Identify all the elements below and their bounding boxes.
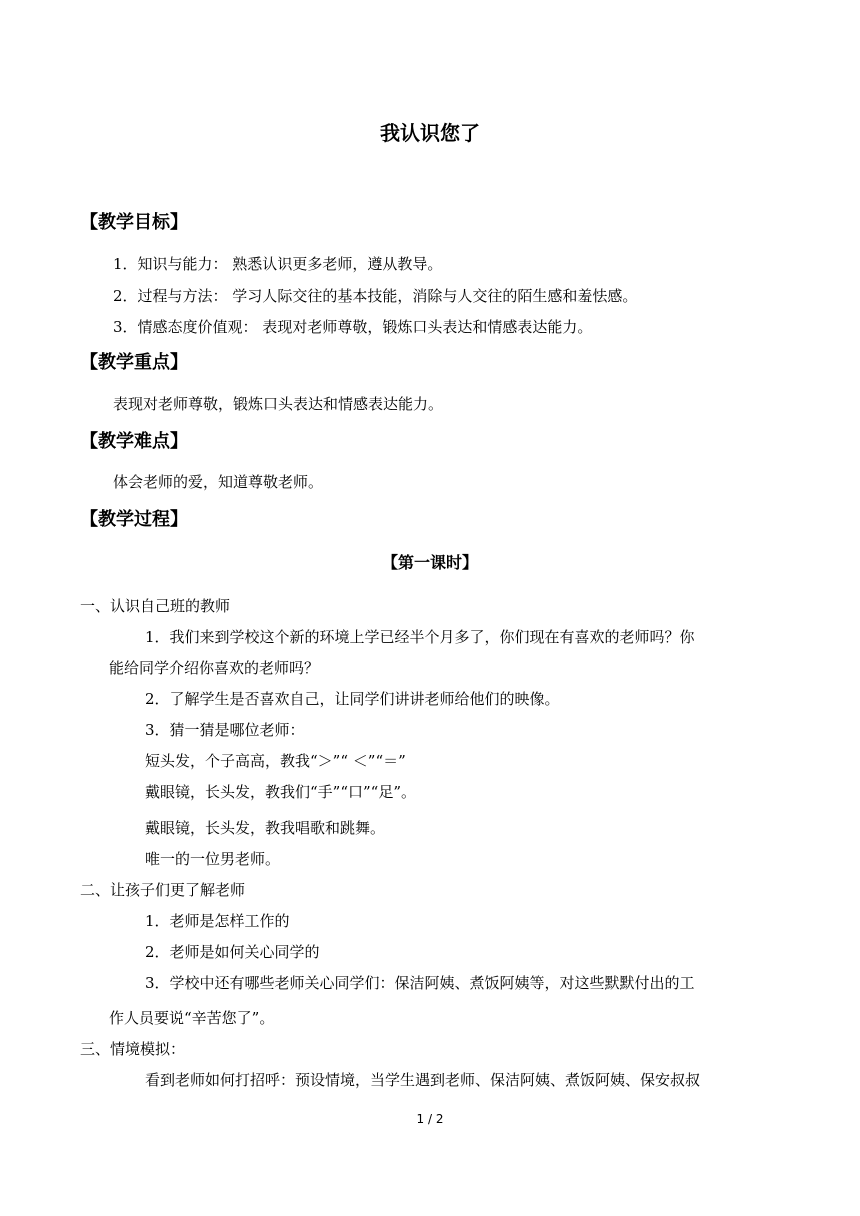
key-points-text: 表现对老师尊敬，锻炼口头表达和情感表达能力。 (113, 395, 444, 413)
section-2-item-3-line-1: 3．学校中还有哪些老师关心同学们：保洁阿姨、煮饭阿姨等，对这些默默付出的工 (145, 974, 695, 992)
page-number: 1 / 2 (416, 1112, 444, 1126)
guess-line-4: 唯一的一位男老师。 (145, 850, 281, 868)
process-heading: 【教学过程】 (80, 509, 188, 530)
guess-line-1: 短头发，个子高高，教我“＞”“ ＜”“＝” (145, 752, 406, 770)
section-1-item-2: 2．了解学生是否喜欢自己，让同学们讲讲老师给他们的映像。 (145, 690, 560, 708)
objectives-heading: 【教学目标】 (80, 212, 188, 233)
section-2-item-1: 1．老师是怎样工作的 (145, 912, 290, 930)
key-points-heading: 【教学重点】 (80, 352, 188, 373)
objective-item-3: 3．情感态度价值观： 表现对老师尊敬，锻炼口头表达和情感表达能力。 (113, 318, 593, 336)
section-3-line-1: 看到老师如何打招呼：预设情境，当学生遇到老师、保洁阿姨、煮饭阿姨、保安叔叔 (145, 1071, 701, 1089)
difficulties-text: 体会老师的爱，知道尊敬老师。 (113, 473, 324, 491)
guess-line-2: 戴眼镜，长头发，教我们“手”“口”“足”。 (145, 783, 417, 801)
lesson-heading: 【第一课时】 (381, 553, 478, 572)
section-1-item-1-line-2: 能给同学介绍你喜欢的老师吗？ (109, 659, 320, 677)
section-1-item-1-line-1: 1．我们来到学校这个新的环境上学已经半个月多了，你们现在有喜欢的老师吗？你 (145, 628, 695, 646)
section-2-title: 二、让孩子们更了解老师 (80, 881, 246, 899)
section-1-title: 一、认识自己班的教师 (80, 597, 231, 615)
section-2-item-2: 2．老师是如何关心同学的 (145, 943, 320, 961)
objective-item-1: 1．知识与能力： 熟悉认识更多老师，遵从教导。 (113, 255, 443, 273)
section-2-item-3-line-2: 作人员要说“辛苦您了”。 (109, 1009, 275, 1027)
document-title: 我认识您了 (380, 121, 480, 145)
section-1-item-3: 3．猜一猜是哪位老师： (145, 721, 305, 739)
difficulties-heading: 【教学难点】 (80, 431, 188, 452)
objective-item-2: 2．过程与方法： 学习人际交往的基本技能，消除与人交往的陌生感和羞怯感。 (113, 287, 638, 305)
guess-line-3: 戴眼镜，长头发，教我唱歌和跳舞。 (145, 819, 386, 837)
section-3-title: 三、情境模拟： (80, 1040, 186, 1058)
